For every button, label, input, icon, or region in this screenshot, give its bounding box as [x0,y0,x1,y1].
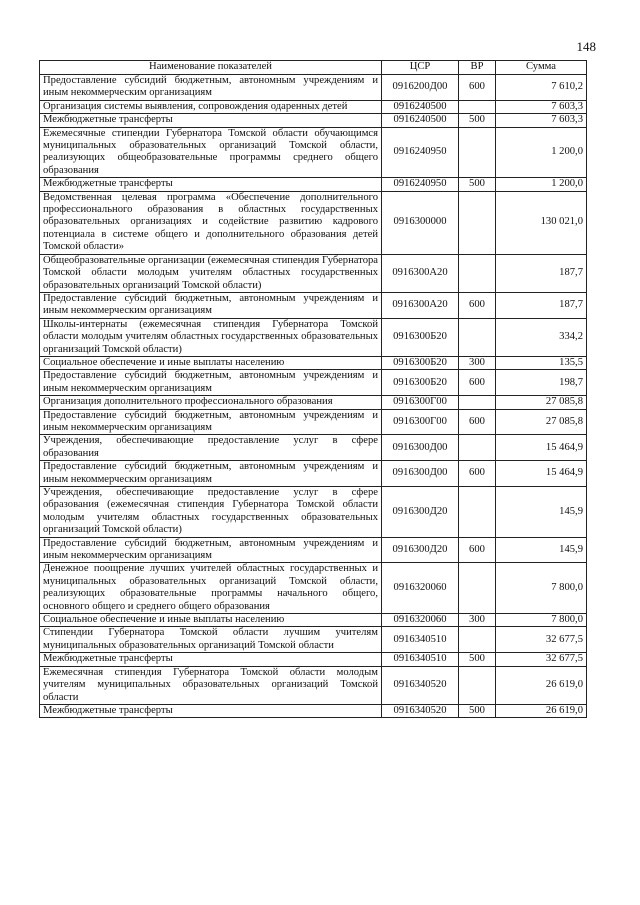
page-number: 148 [576,39,596,54]
cell-sum: 198,7 [496,370,587,396]
table-row [40,100,587,113]
cell-vr [459,666,496,704]
cell-csr: 0916300Д20 [382,537,459,563]
cell-name: Учреждения, обеспечивающие предоставление услуг в сфере образования (ежемесячная стипендия Губернатора Томской области молодым учителям областных государственных образовательных организаций Томской области) [40,487,382,538]
cell-name: Ежемесячные стипендии Губернатора Томской области обучающимся муниципальных образовательных организаций Томской области, реализующих общеобразовательные программы среднего общего образования [40,127,382,178]
cell-csr: 0916300Б20 [382,370,459,396]
cell-sum: 32 677,5 [496,653,587,666]
table-row [40,356,587,369]
cell-csr: 0916240500 [382,114,459,127]
table-row [40,563,587,614]
cell-csr: 0916300Д00 [382,435,459,461]
budget-table [39,60,587,718]
table-row [40,318,587,356]
cell-name: Организация системы выявления, сопровождения одаренных детей [40,100,382,113]
table-row [40,292,587,318]
table-row [40,614,587,627]
table-row [40,75,587,101]
cell-sum: 145,9 [496,537,587,563]
cell-name: Межбюджетные трансферты [40,114,382,127]
cell-sum: 187,7 [496,254,587,292]
table-row [40,409,587,435]
table-row [40,191,587,254]
cell-csr: 0916240500 [382,100,459,113]
table-row [40,653,587,666]
cell-sum: 145,9 [496,487,587,538]
cell-vr [459,396,496,409]
table-row [40,487,587,538]
cell-name: Предоставление субсидий бюджетным, автономным учреждениям и иным некоммерческим организациям [40,75,382,101]
cell-vr [459,435,496,461]
cell-vr [459,254,496,292]
cell-vr [459,191,496,254]
cell-vr [459,563,496,614]
table-row [40,254,587,292]
cell-vr: 600 [459,537,496,563]
cell-csr: 0916340520 [382,704,459,717]
cell-name: Денежное поощрение лучших учителей областных государственных и муниципальных образовательных организаций Томской области, реализующих образовательные программы начального общего, основного общего и среднего общего образования [40,563,382,614]
cell-vr: 600 [459,292,496,318]
cell-name: Стипендии Губернатора Томской области лучшим учителям муниципальных образовательных организаций Томской области [40,627,382,653]
table-row [40,435,587,461]
cell-sum: 26 619,0 [496,704,587,717]
cell-vr [459,487,496,538]
cell-csr: 0916320060 [382,614,459,627]
cell-sum: 334,2 [496,318,587,356]
cell-csr: 0916340520 [382,666,459,704]
cell-vr: 500 [459,114,496,127]
cell-name: Предоставление субсидий бюджетным, автономным учреждениям и иным некоммерческим организациям [40,370,382,396]
cell-name: Организация дополнительного профессионального образования [40,396,382,409]
cell-vr [459,127,496,178]
cell-csr: 0916300Д00 [382,461,459,487]
table-body [40,75,587,718]
cell-sum: 7 603,3 [496,114,587,127]
table-row [40,537,587,563]
cell-csr: 0916300Г00 [382,396,459,409]
cell-csr: 0916300Д20 [382,487,459,538]
cell-sum: 7 800,0 [496,563,587,614]
cell-name: Общеобразовательные организации (ежемесячная стипендия Губернатора Томской области молодым учителям областных государственных образовательных организаций Томской области) [40,254,382,292]
table-row [40,666,587,704]
cell-csr: 0916300А20 [382,292,459,318]
table-row [40,461,587,487]
cell-sum: 7 610,2 [496,75,587,101]
cell-csr: 0916300Г00 [382,409,459,435]
cell-csr: 0916340510 [382,627,459,653]
cell-csr: 0916300Б20 [382,318,459,356]
cell-sum: 130 021,0 [496,191,587,254]
cell-vr: 300 [459,356,496,369]
cell-name: Предоставление субсидий бюджетным, автономным учреждениям и иным некоммерческим организациям [40,409,382,435]
cell-csr: 0916300А20 [382,254,459,292]
cell-vr: 500 [459,178,496,191]
cell-name: Предоставление субсидий бюджетным, автономным учреждениям и иным некоммерческим организациям [40,537,382,563]
cell-sum: 27 085,8 [496,396,587,409]
header-name: Наименование показателей [40,61,382,75]
cell-sum: 26 619,0 [496,666,587,704]
table-row [40,396,587,409]
cell-vr [459,100,496,113]
table-row [40,127,587,178]
cell-name: Учреждения, обеспечивающие предоставление услуг в сфере образования [40,435,382,461]
cell-sum: 32 677,5 [496,627,587,653]
cell-sum: 135,5 [496,356,587,369]
cell-vr [459,318,496,356]
cell-vr [459,627,496,653]
cell-vr: 300 [459,614,496,627]
cell-csr: 0916340510 [382,653,459,666]
table-row [40,627,587,653]
cell-name: Ведомственная целевая программа «Обеспечение дополнительного профессионального образования в областных государственных образовательных организациях и содействие развитию кадрового потенциала в системе общего и дополнительного образования детей Томской области» [40,191,382,254]
header-vr: ВР [459,61,496,75]
cell-name: Предоставление субсидий бюджетным, автономным учреждениям и иным некоммерческим организациям [40,461,382,487]
table-row [40,370,587,396]
cell-csr: 0916200Д00 [382,75,459,101]
cell-name: Межбюджетные трансферты [40,653,382,666]
cell-csr: 0916240950 [382,127,459,178]
cell-vr: 600 [459,370,496,396]
cell-sum: 15 464,9 [496,435,587,461]
cell-name: Социальное обеспечение и иные выплаты населению [40,614,382,627]
cell-vr: 600 [459,409,496,435]
cell-sum: 1 200,0 [496,127,587,178]
cell-name: Ежемесячная стипендия Губернатора Томской области молодым учителям муниципальных образовательных организаций Томской области [40,666,382,704]
table-header-row [40,61,587,75]
cell-name: Социальное обеспечение и иные выплаты населению [40,356,382,369]
header-sum: Сумма [496,61,587,75]
cell-vr: 500 [459,653,496,666]
table-row [40,114,587,127]
cell-csr: 0916300Б20 [382,356,459,369]
table-row [40,178,587,191]
cell-csr: 0916320060 [382,563,459,614]
table-row [40,704,587,717]
cell-sum: 7 800,0 [496,614,587,627]
cell-vr: 600 [459,75,496,101]
cell-sum: 187,7 [496,292,587,318]
cell-sum: 15 464,9 [496,461,587,487]
cell-vr: 500 [459,704,496,717]
cell-name: Школы-интернаты (ежемесячная стипендия Губернатора Томской области молодым учителям областных государственных образовательных организаций Томской области) [40,318,382,356]
cell-sum: 1 200,0 [496,178,587,191]
cell-csr: 0916240950 [382,178,459,191]
cell-name: Межбюджетные трансферты [40,704,382,717]
cell-sum: 27 085,8 [496,409,587,435]
cell-name: Предоставление субсидий бюджетным, автономным учреждениям и иным некоммерческим организациям [40,292,382,318]
cell-sum: 7 603,3 [496,100,587,113]
cell-csr: 0916300000 [382,191,459,254]
cell-name: Межбюджетные трансферты [40,178,382,191]
header-csr: ЦСР [382,61,459,75]
cell-vr: 600 [459,461,496,487]
